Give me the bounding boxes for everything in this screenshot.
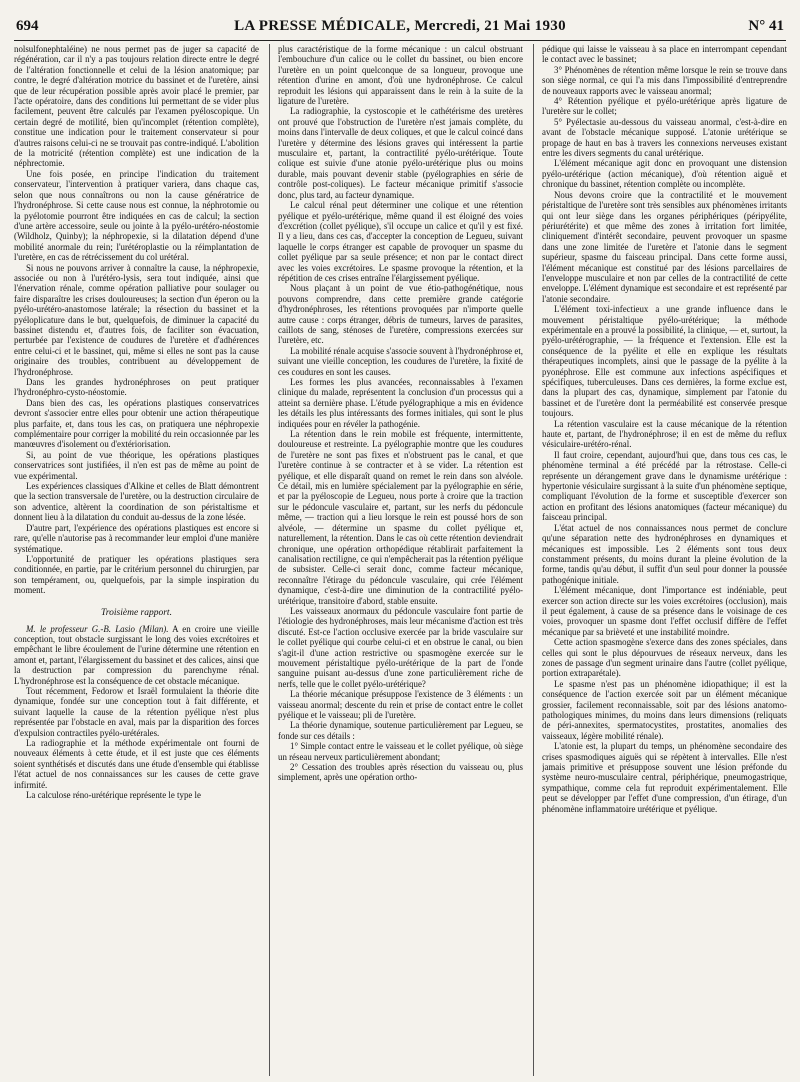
paragraph: Nous devons croire que la contractilité et le mouvement péristaltique de l'uretère sont très sensibles aux phénomènes irritants qui ont leur siège dans les organes périphériques (péripyélite, périurétérite) et que même des zones à irritation fort limitée, cliniquement d'intérêt secondaire, peuvent provoquer un spasme dans une zone limitée de l'uretère et l'atonie dans le segment supérieur, spasme du faisceau principal. Dans cette forme aussi, l'élément mécanique est constitué par des lésions parcellaires de l'enveloppe musculaire et non par celles de la contractilité de cette enveloppe. L'élément dynamique est secondaire et est représenté par l'atonie secondaire. — [542, 189, 787, 304]
paragraph: La théorie mécanique présuppose l'existence de 3 éléments : un vaisseau anormal; descente du rein et prise de contact entre le collet pyélique et le vaisseau; pli de l'uretère. — [278, 689, 523, 720]
paragraph: 5° Pyélectasie au-dessous du vaisseau anormal, c'est-à-dire en avant de l'obstacle mécanique supposé. L'atonie urétérique se propage de haut en bas à travers les connexions nerveuses existant entre les divers segments du canal urétérique. — [542, 116, 787, 159]
paragraph: Cette action spasmogène s'exerce dans des zones spéciales, dans celles qui sont le plus dépourvues de réseaux nerveux, dans les zones de passage d'un segment urinaire dans l'autre (collet pyélique, portion extraparétale). — [542, 637, 787, 679]
paragraph: Le spasme n'est pas un phénomène idiopathique; il est la conséquence de l'action exercée soit par un élément mécanique grossier, facilement reconnaissable, soit par des lésions anatomo-pathologiques minimes, du moins dans leurs dimensions (reliquats de péri-annexites, spermatocystites, prostatites, anomalies des vaisseaux, légère mobilité rénale). — [542, 678, 787, 741]
paragraph: Si nous ne pouvons arriver à connaître la cause, la néphropexie, associée ou non à l'urétéro-lysis, sera tout indiquée, ainsi que l'énervation rénale, comme opération palliative pour soulager ou faire disparaître les crises douloureuses; la section d'un éperon ou la pyélo-urétéro-anastomose latérale; la résection du bassinet et la pyéloplicature dans le but, quelquefois, de diminuer la capacité du bassinet distendu et, d'autres fois, de faciliter son évacuation, perturbée par l'existence de coudures de l'uretère et d'adhérences entre celui-ci et le bassinet, qui, même si elles ne sont pas la cause originaire des troubles, contribuent au développement de l'hydronéphrose. — [14, 262, 259, 377]
paragraph: La rétention vasculaire est la cause mécanique de la rétention haute et, partant, de l'hydronéphrose; il en est de même du reflux vésiculaire-urétéro-rénal. — [542, 418, 787, 450]
speaker-name: M. le professeur G.-B. Lasio (Milan). — [26, 623, 169, 634]
page-header — [14, 10, 786, 41]
column-divider — [533, 44, 534, 1076]
paragraph: L'opportunité de pratiquer les opérations plastiques sera conditionnée, en partie, par le critérium personnel du chirurgien, par son tempérament, ou, quelquefois, par la simple inspiration du moment. — [14, 553, 259, 596]
paragraph: nolsulfonephtaléine) ne nous permet pas de juger sa capacité de régénération, car il n'y a pas toujours relation directe entre le degré de l'altération fonctionnelle et celui de la lésion anatomique; par contre, le degré d'altération motrice du bassinet et de l'uretère, ainsi que de leur récupération possible après avoir placé le premier, par l'acte opératoire, dans des conditions lui permettant de se vider plus facilement, peuvent être calculés par l'examen pyéloscopique. Un certain degré de motilité, bien qu'incomplet (rétention complète), constitue une indication pour le traitement conservateur si pour d'autres raisons celui-ci ne se trouvait pas contre-indiqué. L'abolition de la motricité (rétention complète) est une indication de la néphrectomie. — [14, 44, 259, 169]
section-heading: Troisième rapport. — [101, 607, 172, 618]
paragraph — [14, 624, 259, 686]
paragraph: Les expériences classiques d'Alkine et celles de Blatt démontrent que la section transversale de l'uretère, ou la destruction circulaire de son adventice, altèrent la coordination de son péristaltisme et donnent lieu à la dilatation du conduit au-dessus de la zone lésée. — [14, 481, 259, 523]
column-left — [14, 44, 259, 1076]
paragraph: L'élément mécanique agit donc en provoquant une distension pyélo-urétérique (action mécanique), d'où rétention aiguë et chronique du bassinet, rétention complète ou incomplète. — [542, 158, 787, 190]
paragraph: 1° Simple contact entre le vaisseau et le collet pyélique, où siège un réseau nerveux particulièrement abondant; — [278, 741, 523, 762]
column-middle — [278, 44, 523, 1076]
paragraph: Nous plaçant à un point de vue étio-pathogénétique, nous pouvons comprendre, dans cette première grande catégorie d'hydronéphroses, les rétentions provoquées par n'importe quelle autre cause : corps étranger, débris de tumeurs, larves de parasites, caillots de sang, sténoses de l'uretère, compressions exercées sur l'uretère, etc. — [278, 283, 523, 346]
paragraph-text: A en croire une vieille conception, tout obstacle surgissant le long des voies excrétoires et empêchant le libre écoulement de l'urine détermine une rétention en amont et, partant, l'élargissement du bassinet et des calices, ainsi que la destruction par compression du parenchyme rénal. L'hydronéphrose est la conséquence de cet obstacle mécanique. — [14, 623, 259, 686]
paragraph: Le calcul rénal peut déterminer une colique et une rétention pyélique et pyélo-urétérique, même quand il est éloigné des voies d'excrétion (collet pyélique), s'il occupe un calice et qu'il y est fixé. Il y a lieu, dans ces cas, d'accepter la conception de Legueu, suivant laquelle le corps étranger est capable de provoquer un spasme du collet pyélique par sa seule présence; et non par le contact direct avec les voies excrétoires. Le spasme provoque la rétention, et la répétition de ces crises entraîne l'élargissement pyélique. — [278, 200, 523, 283]
page-number: 694 — [16, 18, 39, 34]
paragraph: Tout récemment, Fedorow et Israël formulaient la théorie dite dynamique, fondée sur une conception tout à fait différente, et suivant laquelle la cause de la rétention pyélique n'est plus représentée par l'obstacle en aval, mais par la disparition des forces d'expulsion contractiles pyélo-urétérales. — [14, 685, 259, 738]
paragraph: Dans bien des cas, les opérations plastiques conservatrices devront s'associer entre elles pour obtenir une action thérapeutique plus parfaite, et, dans tous les cas, on pratiquera une néphropexie complémentaire pour corriger la mobilité du rein occasionnée par les manœuvres d'isolement ou d'extériorisation. — [14, 397, 259, 450]
column-right — [542, 44, 787, 1076]
paragraph: 4° Rétention pyélique et pyélo-urétérique après ligature de l'uretère sur le collet; — [542, 96, 787, 117]
paragraph: La théorie dynamique, soutenue particulièrement par Legueu, se fonde sur ces détails : — [278, 720, 523, 741]
article-columns — [14, 44, 786, 1076]
paragraph: 2° Cessation des troubles après résection du vaisseau ou, plus simplement, après une opération ortho- — [278, 762, 523, 783]
paragraph: pédique qui laisse le vaisseau à sa place en interrompant cependant le contact avec le bassinet; — [542, 44, 787, 65]
paragraph: Les vaisseaux anormaux du pédoncule vasculaire font partie de l'étiologie des hydronéphroses, mais leur mécanisme d'action est très discuté. Est-ce l'action occlusive exercée par la bride vasculaire sur le collet pyélique qui courbe celui-ci et en obstrue le canal, ou bien s'agit-il d'une action restrictive ou spasmogène exercée sur le mouvement péristaltique pyélo-urétérique de la part de l'onde sanguine puisant au-dessus d'une zone particulièrement riche de nerfs, telle que le collet pyélo-urétérique? — [278, 605, 523, 689]
paragraph: La radiographie et la méthode expérimentale ont fourni de nouveaux éléments à cette étude, et il est juste que ces éléments soient synthétisés et discutés dans une étude d'ensemble qui établisse l'état actuel de nos connaissances sur les causes de cette grave infirmité. — [14, 738, 259, 790]
paragraph: La mobilité rénale acquise s'associe souvent à l'hydronéphrose et, suivant une vieille conception, les coudures de l'uretère, la fixité de ces coudures en sont les causes. — [278, 345, 523, 377]
paragraph: La calculose réno-urétérique représente le type le — [26, 790, 201, 801]
paragraph: 3° Phénomènes de rétention même lorsque le rein se trouve dans son siège normal, ce qui l'a mis dans l'impossibilité d'entreprendre de nouveaux rapports avec le vaisseau anormal; — [542, 64, 787, 96]
paragraph: La rétention dans le rein mobile est fréquente, intermittente, douloureuse et restreinte. La pyélographie montre que les coudures de l'uretère ne sont pas fixes et n'obstruent pas le canal, et que l'uretère continue à se contracter et à se vider. La rétention est pyélique, et elle disparaît quand on remet le rein dans son alvéole. Ce détail, mis en lumière spécialement par la pyélographie en série, et par la pyéloscopie de Legueu, nous porte à croire que la traction sur le pédoncule vasculaire et, partant, sur les nerfs du pédoncule même, — traction qui a lieu lorsque le rein est poussé hors de son alvéole, — détermine un spasme du collet pyélique et, naturellement, la rétention. Dans le cas où cette rétention deviendrait chronique, une opération orthopédique rétablirait parfaitement la canalisation rectiligne, ce qui n'empêcherait pas la rétention pyélique de subsister. Celle-ci serait donc, comme facteur mécanique, reconnaître l'étirage du pédoncule vasculaire, qui crée l'élément dynamique, c'est-à-dire une diminution de la contractilité pyélo-urétérique, transitoire d'abord, stable ensuite. — [278, 429, 523, 606]
paragraph: Dans les grandes hydronéphroses on peut pratiquer l'hydronéphro-cysto-néostomie. — [14, 377, 259, 398]
paragraph: plus caractéristique de la forme mécanique : un calcul obstruant l'embouchure d'un calice ou le collet du bassinet, ou bien encore l'uretère en un point quelconque de sa longueur, provoque une rétention d'urine en amont, d'où une hydronéphrose. Ce calcul reproduit les lésions qui apparaissent dans le rein à la suite de la ligature de l'uretère. — [278, 44, 523, 107]
column-divider — [269, 44, 270, 1076]
paragraph: L'élément mécanique, dont l'importance est indéniable, peut exercer son action directe sur les voies excrétoires (occlusion), mais il peut également, à cause de sa présence dans le voisinage de ces voies, provoquer un spasme dont l'effet occlusif diffère de l'effet mécanique par sa brièveté et une instabilité moindre. — [542, 585, 787, 637]
paragraph: Les formes les plus avancées, reconnaissables à l'examen clinique du malade, représentent la conclusion d'un processus qui a atteint sa dernière phase. L'étude pyélographique a mis en évidence les détails les plus intéressants des formes initiales, qui sont le plus indiquées pour en révéler la pathogénie. — [278, 377, 523, 429]
paragraph: Si, au point de vue théorique, les opérations plastiques conservatrices sont justifiées, il n'en est pas de même au point de vue expérimental. — [14, 449, 259, 481]
issue-number: N° 41 — [748, 18, 784, 34]
paragraph: Une fois posée, en principe l'indication du traitement conservateur, l'intervention à pratiquer variera, dans chaque cas, selon que nous connaîtrons ou non la cause génératrice de l'hydronéphrose. Si cette cause nous est connue, la néphrotomie ou la pyélotomie pourront être indiquées en cas de calcul; la section d'une artère accessoire, seule ou jointe à la pyélo-urétéro-néostomie (Wildholz, Quinby); la néphropexie, si la dilatation dépend d'une mobilité anormale du rein; l'urétéroplastie ou la réimplantation de l'uretère, en cas de rétrécissement du col urétéral. — [14, 168, 259, 263]
publication-title: LA PRESSE MÉDICALE, Mercredi, 21 Mai 1930 — [234, 18, 566, 34]
paragraph: L'élément toxi-infectieux a une grande influence dans le mouvement péristaltique pyélo-urétérique; la méthode expérimentale en a prouvé la possibilité, la clinique, — et, surtout, la pyélo-urétérographie, — la fréquence et l'extension. Elle est la conséquence de la pyélite et elle en explique les résultats thérapeutiques incomplets, ainsi que le passage de la pyélite à la pyonéphrose. Elle est commune aux infections aspécifiques et spécifiques, tuberculeuses. Dans ces dernières, la forme exclue est, dans la plupart des cas, dynamique, simplement par l'atonie du bassinet et de l'uretère dont la perméabilité est conservée presque toujours. — [542, 304, 787, 419]
paragraph: D'autre part, l'expérience des opérations plastiques est encore si rare, qu'elle n'autorise pas à recommander leur emploi d'une manière systématique. — [14, 522, 259, 554]
paragraph: La radiographie, la cystoscopie et le cathétérisme des uretères ont prouvé que l'obstruction de l'uretère n'est jamais complète, du moins dans l'intervalle de deux coliques, et que le calcul coincé dans l'uretère y détermine des lésions graves qui intéressent la partie musculaire et, partant, la contractilité pyélo-urétérique. Toute colique est suivie d'une atonie pyélo-urétérique plus ou moins durable, mais pouvant devenir stable (pyélographies en série de contrôle post-coliques). Le facteur mécanique primitif s'associe donc, plus tard, au facteur dynamique. — [278, 106, 523, 200]
paragraph: Il faut croire, cependant, aujourd'hui que, dans tous ces cas, le phénomène terminal a été précédé par la rétrostase. Celle-ci représente un dérangement grave dans le dynamisme urétérique : hypertonie vésiculaire surgissant à la suite d'un phénomène septique, compliquant l'évolution de la forme et susceptible d'exercer son action en profitant des lésions anatomiques (facteur mécanique) du faisceau principal. — [542, 449, 787, 523]
paragraph: L'atonie est, la plupart du temps, un phénomène secondaire des crises spasmodiques aiguës qui se répètent à intervalles. Elle n'est jamais primitive et présuppose souvent une lésion préfonde du système neuro-musculaire central, périphérique, pneumogastrique, sympathique, comme cela fut reproduit expérimentalement. Elle peut se développer par l'effet d'une compression, d'un étirage, d'un phénomène inflammatoire urétérique et pyélique. — [542, 741, 787, 814]
paragraph: L'état actuel de nos connaissances nous permet de conclure qu'une séparation nette des hydronéphroses en dynamiques et mécaniques est impossible. Les 2 éléments sont tous deux constamment présents, du moins durant la pleine évolution de la forme, tandis qu'au début, il suffit d'un seul pour donner la poussée pathogénique initiale. — [542, 522, 787, 585]
